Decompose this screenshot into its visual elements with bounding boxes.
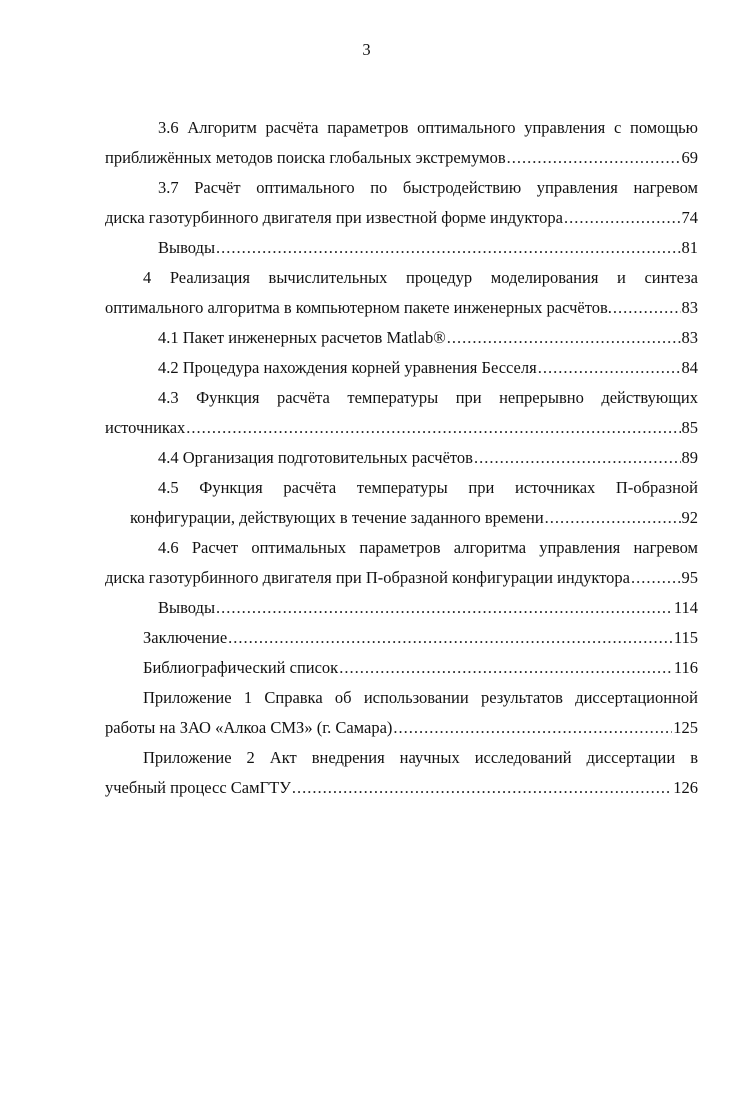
toc-page-number: 125 xyxy=(673,718,698,737)
toc-entry-text: оптимального алгоритма в компьютерном пакете инженерных расчётов. xyxy=(105,298,612,317)
toc-entry-text: диска газотурбинного двигателя при известной форме индуктора xyxy=(105,208,563,227)
toc-entry-conclusions-3 xyxy=(105,233,698,263)
leader-dots xyxy=(474,443,681,473)
toc-page-number: 115 xyxy=(673,628,698,647)
toc-entry-4-5 xyxy=(105,473,698,533)
toc-entry-text: Библиографический список xyxy=(143,658,339,677)
toc-entry-4-2 xyxy=(105,353,698,383)
toc-entry-4-6 xyxy=(105,533,698,593)
leader-dots xyxy=(216,593,673,623)
toc-entry-conclusion xyxy=(105,623,698,653)
toc-entry-appendix-2 xyxy=(105,743,698,803)
leader-dots xyxy=(507,143,681,173)
leader-dots xyxy=(538,353,681,383)
toc-entry-text: Выводы xyxy=(158,598,216,617)
toc-entry-4 xyxy=(105,263,698,323)
toc-entry-heading: 4 Реализация вычислительных процедур моделирования и синтеза xyxy=(143,268,698,287)
toc-page-number: 69 xyxy=(681,148,698,167)
toc-page-number: 81 xyxy=(681,238,698,257)
toc-entry-heading: Приложение 2 Акт внедрения научных исследований диссертации в xyxy=(143,748,698,767)
toc-entry-text: конфигурации, действующих в течение заданного времени xyxy=(130,508,544,527)
leader-dots xyxy=(186,413,680,443)
toc-entry-heading: Приложение 1 Справка об использовании результатов диссертационной xyxy=(143,688,698,707)
toc-page-number: 85 xyxy=(681,418,698,437)
leader-dots xyxy=(447,323,681,353)
toc-page-number: 92 xyxy=(681,508,698,527)
leader-dots xyxy=(631,563,681,593)
toc-entry-heading: 4.5 Функция расчёта температуры при источниках П-образной xyxy=(158,478,698,497)
toc-page-number: 83 xyxy=(681,328,698,347)
leader-dots xyxy=(564,203,681,233)
leader-dots xyxy=(393,713,672,743)
toc-entry-heading: 4.3 Функция расчёта температуры при непрерывно действующих xyxy=(158,388,698,407)
toc-entry-text: работы на ЗАО «Алкоа СМЗ» (г. Самара) xyxy=(105,718,393,737)
toc-entry-4-4 xyxy=(105,443,698,473)
toc-entry-text: источниках xyxy=(105,418,186,437)
toc-entry-heading: 3.6 Алгоритм расчёта параметров оптимального управления с помощью xyxy=(158,118,698,137)
toc-entry-heading: 3.7 Расчёт оптимального по быстродействию управления нагревом xyxy=(158,178,698,197)
toc-page-number: 83 xyxy=(681,298,698,317)
toc-entry-text: учебный процесс СамГТУ xyxy=(105,778,291,797)
toc-page-number: 126 xyxy=(673,778,698,797)
toc-entry-text: 4.4 Организация подготовительных расчётов xyxy=(158,448,473,467)
toc-page-number: 95 xyxy=(681,568,698,587)
toc-entry-4-1 xyxy=(105,323,698,353)
table-of-contents xyxy=(105,113,698,803)
toc-page-number: 89 xyxy=(681,448,698,467)
toc-entry-heading: 4.6 Расчет оптимальных параметров алгоритма управления нагревом xyxy=(158,538,698,557)
toc-entry-text: 4.2 Процедура нахождения корней уравнения Бесселя xyxy=(158,358,537,377)
leader-dots xyxy=(292,773,672,803)
toc-entry-text: приближённых методов поиска глобальных экстремумов xyxy=(105,148,506,167)
toc-page-number: 84 xyxy=(681,358,698,377)
leader-dots xyxy=(339,653,673,683)
toc-entry-text: диска газотурбинного двигателя при П-образной конфигурации индуктора xyxy=(105,568,630,587)
toc-entry-conclusions-4 xyxy=(105,593,698,623)
leader-dots xyxy=(228,623,673,653)
toc-entry-3-6 xyxy=(105,113,698,173)
leader-dots xyxy=(613,293,681,323)
toc-entry-text: Выводы xyxy=(158,238,216,257)
toc-entry-3-7 xyxy=(105,173,698,233)
leader-dots xyxy=(545,503,681,533)
toc-page-number: 74 xyxy=(681,208,698,227)
toc-page-number: 114 xyxy=(673,598,698,617)
toc-page-number: 116 xyxy=(673,658,698,677)
toc-entry-bibliography xyxy=(105,653,698,683)
toc-entry-4-3 xyxy=(105,383,698,443)
page-number: 3 xyxy=(362,40,371,59)
toc-entry-text: Заключение xyxy=(143,628,228,647)
toc-entry-appendix-1 xyxy=(105,683,698,743)
toc-entry-text: 4.1 Пакет инженерных расчетов Matlab® xyxy=(158,328,446,347)
leader-dots xyxy=(216,233,680,263)
